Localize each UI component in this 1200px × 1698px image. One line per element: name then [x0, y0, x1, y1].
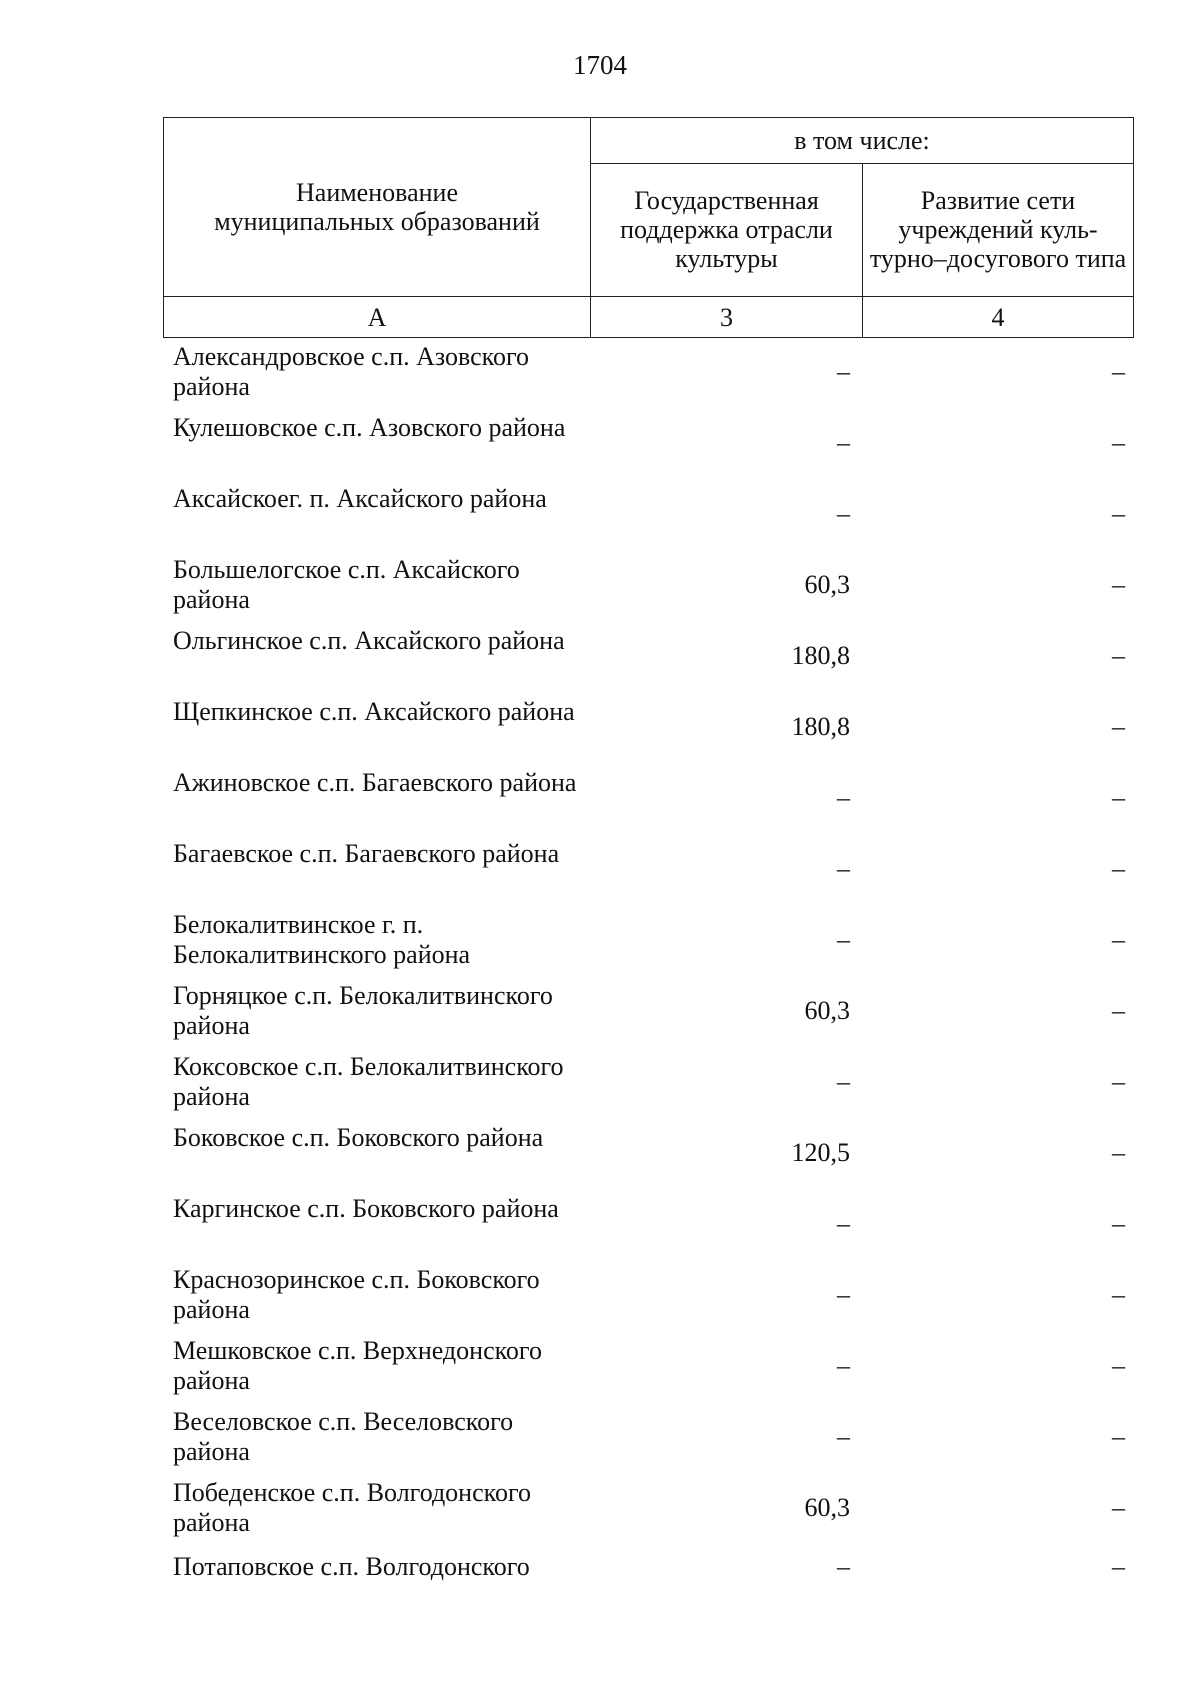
index-name-cell: А	[164, 297, 591, 338]
col4-value: –	[1112, 1280, 1125, 1309]
index-col3-cell: 3	[591, 297, 863, 338]
municipality-name: Веселовское с.п. Веселовского района	[173, 1407, 514, 1466]
municipality-name: Ольгинское с.п. Аксайского района	[173, 626, 565, 655]
col3-value: 60,3	[804, 570, 850, 599]
col3-value: –	[837, 925, 850, 954]
col4-value: –	[1112, 641, 1125, 670]
col3-value: –	[837, 854, 850, 883]
col4-value: –	[1112, 996, 1125, 1025]
municipality-name: Потаповское с.п. Волгодонского	[173, 1552, 530, 1581]
header-col3-label: Государственная поддержка отрасли культуры	[620, 186, 833, 274]
header-col4-cell	[863, 163, 1134, 296]
table-row	[0, 484, 1200, 555]
col4-value: –	[1112, 499, 1125, 528]
col3-value: 60,3	[804, 996, 850, 1025]
municipality-name: Большелогское с.п. Аксайского района	[173, 555, 520, 614]
col3-value: –	[837, 1422, 850, 1451]
table-row	[0, 910, 1200, 981]
col3-value: –	[837, 1552, 850, 1581]
municipality-name: Победенское с.п. Волгодонского района	[173, 1478, 531, 1537]
page-number: 1704	[573, 50, 627, 80]
municipality-name: Ажиновское с.п. Багаевского района	[173, 768, 577, 797]
col4-value: –	[1112, 428, 1125, 457]
col4-value: –	[1112, 1351, 1125, 1380]
col4-value: –	[1112, 1138, 1125, 1167]
table-row	[0, 697, 1200, 768]
col3-value: –	[837, 357, 850, 386]
table-row	[0, 342, 1200, 413]
municipality-name: Каргинское с.п. Боковского района	[173, 1194, 559, 1223]
col3-value: –	[837, 1351, 850, 1380]
col4-value: –	[1112, 1209, 1125, 1238]
col4-value: –	[1112, 570, 1125, 599]
index-col4-cell: 4	[863, 297, 1134, 338]
municipality-name: Кулешовское с.п. Азовского района	[173, 413, 566, 442]
municipality-name: Щепкинское с.п. Аксайского района	[173, 697, 575, 726]
table-row	[0, 981, 1200, 1052]
col4-value: –	[1112, 854, 1125, 883]
table-row	[0, 1336, 1200, 1407]
col3-value: –	[837, 1209, 850, 1238]
col3-value: 180,8	[791, 712, 850, 741]
col3-value: –	[837, 783, 850, 812]
table-row	[0, 1123, 1200, 1194]
header-name-label: Наименование муниципальных образований	[214, 178, 540, 236]
col4-value: –	[1112, 1493, 1125, 1522]
municipality-name: Багаевское с.п. Багаевского района	[173, 839, 560, 868]
table-row	[0, 1265, 1200, 1336]
municipality-name: Белокалитвинское г. п. Белокалитвинского района	[173, 910, 471, 969]
municipality-name: Коксовское с.п. Белокалитвинского района	[173, 1052, 564, 1111]
header-name-cell	[164, 118, 591, 297]
header-col3-cell	[591, 163, 863, 296]
header-including-label: в том числе:	[794, 125, 930, 155]
col4-value: –	[1112, 1552, 1125, 1581]
col4-value: –	[1112, 357, 1125, 386]
table-row	[0, 555, 1200, 626]
table-row	[0, 413, 1200, 484]
header-including-cell	[591, 118, 1134, 164]
municipality-name: Мешковское с.п. Верхнедонского района	[173, 1336, 542, 1395]
col3-value: –	[837, 1067, 850, 1096]
col3-value: 60,3	[804, 1493, 850, 1522]
municipality-name: Краснозоринское с.п. Боковского района	[173, 1265, 540, 1324]
col3-value: –	[837, 1280, 850, 1309]
col4-value: –	[1112, 712, 1125, 741]
municipality-name: Боковское с.п. Боковского района	[173, 1123, 544, 1152]
col3-value: 120,5	[791, 1138, 850, 1167]
table-row	[0, 626, 1200, 697]
table-row	[0, 839, 1200, 910]
col4-value: –	[1112, 1422, 1125, 1451]
col4-value: –	[1112, 1067, 1125, 1096]
table-row	[0, 768, 1200, 839]
table-row	[0, 1478, 1200, 1549]
table-row	[0, 1407, 1200, 1478]
table-row	[0, 1552, 1200, 1623]
col4-value: –	[1112, 925, 1125, 954]
table-header	[163, 117, 1134, 338]
table-row	[0, 1052, 1200, 1123]
col4-value: –	[1112, 783, 1125, 812]
header-col4-label: Развитие сети учреждений куль-турно–досугового типа	[869, 186, 1127, 274]
col3-value: 180,8	[791, 641, 850, 670]
municipality-name: Горняцкое с.п. Белокалитвинского района	[173, 981, 553, 1040]
table-row	[0, 1194, 1200, 1265]
col3-value: –	[837, 499, 850, 528]
municipality-name: Александровское с.п. Азовского района	[173, 342, 529, 401]
col3-value: –	[837, 428, 850, 457]
municipality-name: Аксайскоег. п. Аксайского района	[173, 484, 547, 513]
